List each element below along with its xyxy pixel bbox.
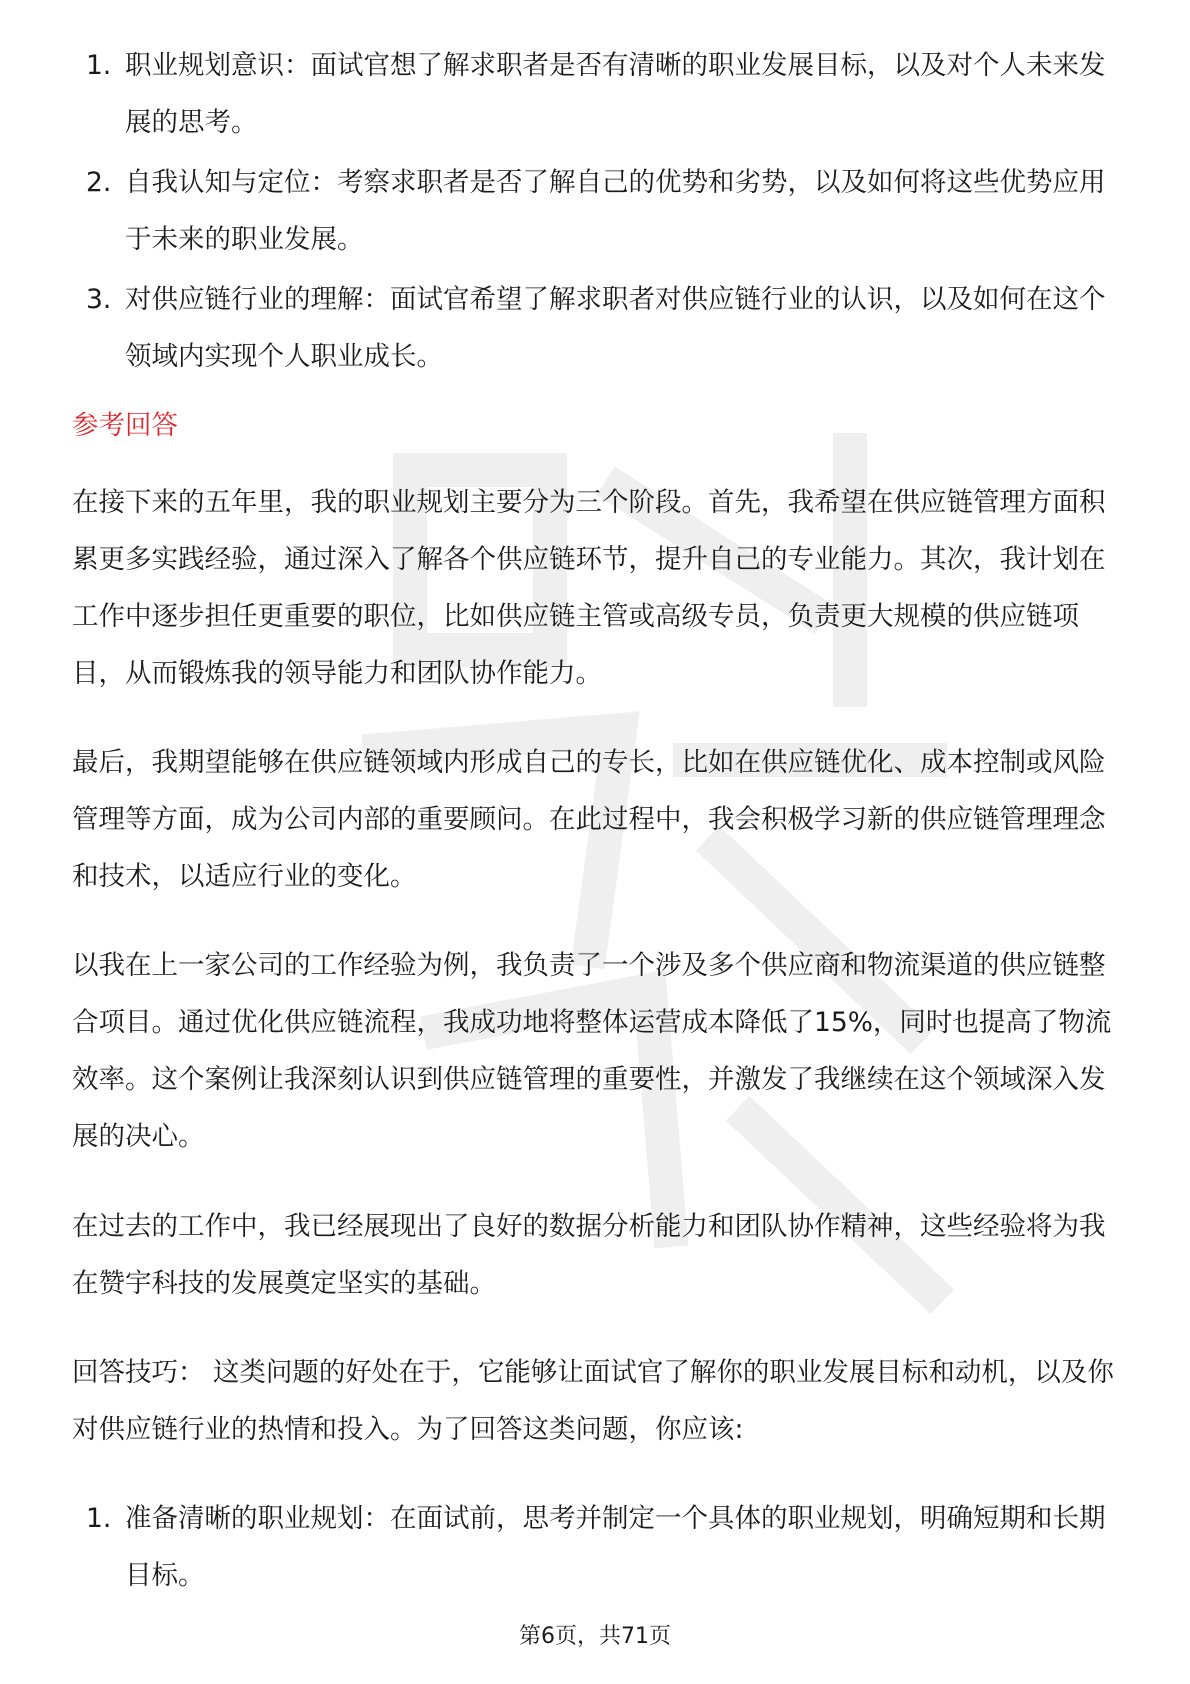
list-item	[72, 154, 1122, 268]
answer-paragraph: 在过去的工作中，我已经展现出了良好的数据分析能力和团队协作精神，这些经验将为我在赞宇科技的发展奠定坚实的基础。	[72, 1211, 1106, 1299]
list-number: 1.	[86, 50, 112, 81]
answer-paragraph: 在接下来的五年里，我的职业规划主要分为三个阶段。首先，我希望在供应链管理方面积累更多实践经验，通过深入了解各个供应链环节，提升自己的专业能力。其次，我计划在工作中逐步担任更重要的职位，比如供应链主管或高级专员，负责更大规模的供应链项目，从而锻炼我的领导能力和团队协作能力。	[72, 487, 1106, 689]
list-number: 1.	[86, 1503, 112, 1534]
list-item	[72, 271, 1122, 385]
page-footer: 第6页，共71页	[519, 1624, 671, 1649]
answer-paragraph: 以我在上一家公司的工作经验为例，我负责了一个涉及多个供应商和物流渠道的供应链整合项目。通过优化供应链流程，我成功地将整体运营成本降低了15%，同时也提高了物流效率。这个案例让我深刻认识到供应链管理的重要性，并激发了我继续在这个领域深入发展的决心。	[72, 950, 1112, 1152]
list-number: 2.	[86, 167, 112, 198]
answer-paragraph: 最后，我期望能够在供应链领域内形成自己的专长，比如在供应链优化、成本控制或风险管理等方面，成为公司内部的重要顾问。在此过程中，我会积极学习新的供应链管理理念和技术，以适应行业的变化。	[72, 747, 1106, 892]
list-item-text: 准备清晰的职业规划：在面试前，思考并制定一个具体的职业规划，明确短期和长期目标。	[125, 1503, 1106, 1591]
list-item-text: 自我认知与定位：考察求职者是否了解自己的优势和劣势，以及如何将这些优势应用于未来的职业发展。	[125, 167, 1106, 255]
list-item-text: 对供应链行业的理解：面试官希望了解求职者对供应链行业的认识，以及如何在这个领域内实现个人职业成长。	[125, 284, 1106, 372]
list-item	[72, 37, 1122, 151]
top-numbered-list	[72, 37, 1122, 385]
reference-answer-heading: 参考回答	[72, 410, 178, 441]
list-item	[72, 1490, 1122, 1604]
list-item-text: 职业规划意识：面试官想了解求职者是否有清晰的职业发展目标，以及对个人未来发展的思考。	[125, 50, 1106, 138]
tips-numbered-list	[72, 1490, 1122, 1604]
list-number: 3.	[86, 284, 112, 315]
tips-paragraph: 回答技巧： 这类问题的好处在于，它能够让面试官了解你的职业发展目标和动机，以及你对供应链行业的热情和投入。为了回答这类问题，你应该:	[72, 1357, 1114, 1445]
